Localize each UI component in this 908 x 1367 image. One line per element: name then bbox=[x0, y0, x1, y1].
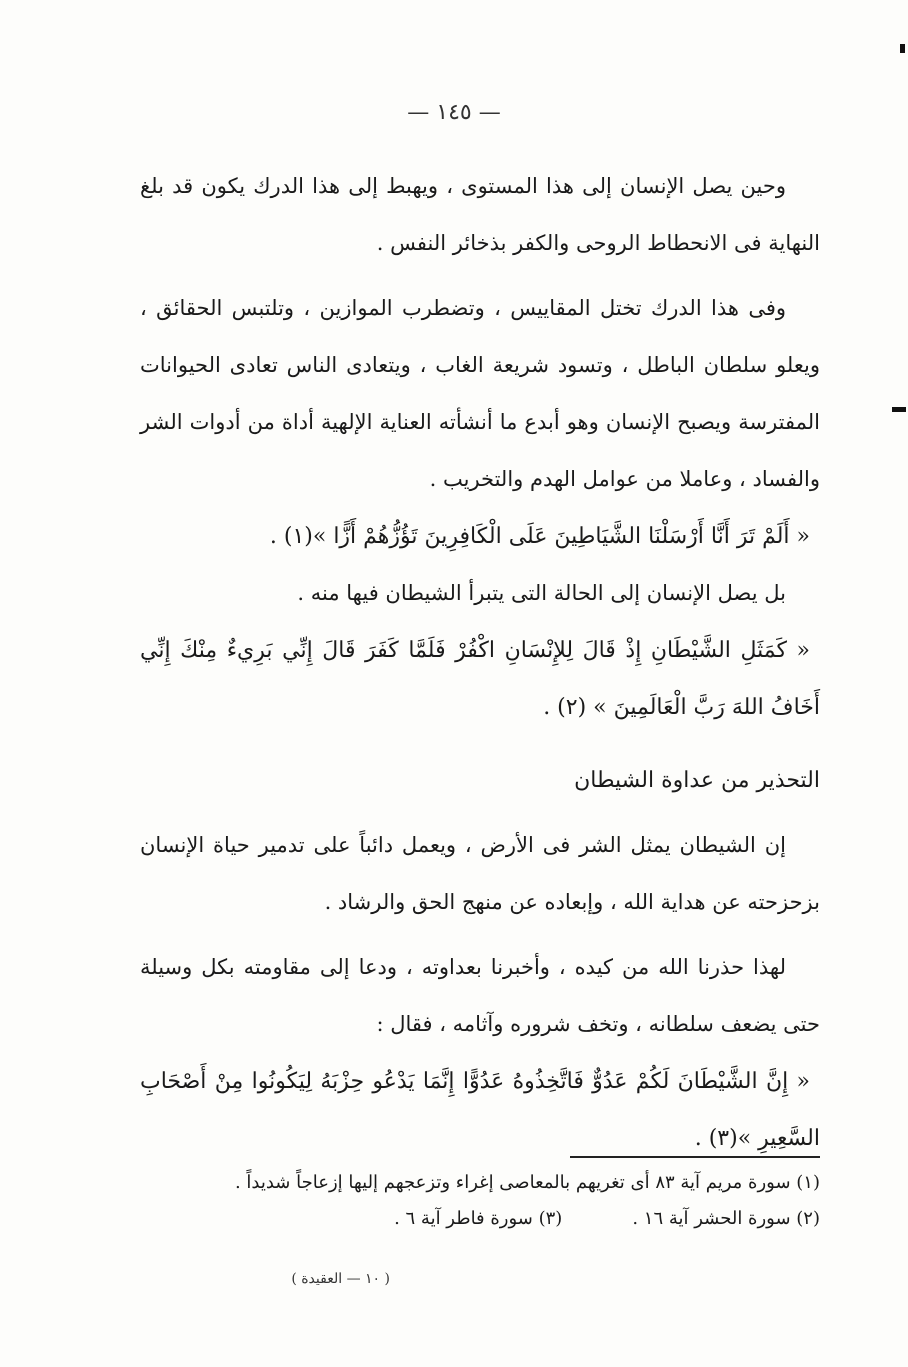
footnote-row bbox=[150, 1201, 820, 1237]
page-number: — ١٤٥ — bbox=[407, 100, 501, 125]
footnote-2: (٢) سورة الحشر آية ١٦ . bbox=[632, 1208, 820, 1229]
spacer bbox=[140, 736, 820, 752]
spacer bbox=[140, 931, 820, 939]
footnote-3: (٣) سورة فاطر آية ٦ . bbox=[394, 1208, 563, 1229]
spacer bbox=[140, 272, 820, 280]
section-heading: التحذير من عداوة الشيطان bbox=[574, 768, 820, 793]
footnotes bbox=[150, 1165, 820, 1237]
footnote-divider bbox=[570, 1156, 820, 1158]
scan-edge-mark bbox=[900, 44, 905, 53]
paragraph-2: وفى هذا الدرك تختل المقاييس ، وتضطرب الموازين ، وتلتبس الحقائق ، ويعلو سلطان الباطل ، وتسود شريعة الغاب ، ويتعادى الناس تعادى الحيوانات المفترسة ويصبح الإنسان وهو أبدع ما أنشأته العناية الإلهية أداة من أدوات الشر والفساد ، وعاملا من عوامل الهدم والتخريب . bbox=[140, 296, 820, 491]
printer-signature: ( ١٠ — العقيدة ) bbox=[291, 1271, 390, 1287]
paragraph-5: لهذا حذرنا الله من كيده ، وأخبرنا بعداوته ، ودعا إلى مقاومته بكل وسيلة حتى يضعف سلطانه ، وتخف شروره وآثامه ، فقال : bbox=[140, 955, 820, 1036]
body-text bbox=[140, 158, 820, 1167]
quran-verse-1: « أَلَمْ تَرَ أَنَّا أَرْسَلْنَا الشَّيَاطِينَ عَلَى الْكَافِرِينَ تَؤُزُّهُمْ أَزًّا »(١) . bbox=[269, 524, 810, 549]
paragraph-1: وحين يصل الإنسان إلى هذا المستوى ، ويهبط إلى هذا الدرك يكون قد بلغ النهاية فى الانحطاط الروحى والكفر بذخائر النفس . bbox=[140, 174, 820, 255]
paragraph-3: بل يصل الإنسان إلى الحالة التى يتبرأ الشيطان فيها منه . bbox=[297, 581, 786, 605]
footnote-1: (١) سورة مريم آية ٨٣ أى تغريهم بالمعاصى إغراء وتزعجهم إليها إزعاجاً شديداً . bbox=[234, 1172, 820, 1193]
scan-edge-mark bbox=[892, 407, 906, 412]
quran-verse-3: « إِنَّ الشَّيْطَانَ لَكُمْ عَدُوٌّ فَاتَّخِذُوهُ عَدُوًّا إِنَّمَا يَدْعُو حِزْبَهُ لِيَكُونُوا مِنْ أَصْحَابِ السَّعِيرِ »(٣) . bbox=[140, 1069, 820, 1151]
quran-verse-2: « كَمَثَلِ الشَّيْطَانِ إِذْ قَالَ لِلإِنْسَانِ اكْفُرْ فَلَمَّا كَفَرَ قَالَ إِنِّي بَرِيءٌ مِنْكَ إِنِّي أَخَافُ اللهَ رَبَّ الْعَالَمِينَ » (٢) . bbox=[140, 638, 820, 720]
paragraph-4: إن الشيطان يمثل الشر فى الأرض ، ويعمل دائباً على تدمير حياة الإنسان بزحزحته عن هداية الله ، وإبعاده عن منهج الحق والرشاد . bbox=[140, 833, 820, 914]
spacer bbox=[140, 809, 820, 817]
